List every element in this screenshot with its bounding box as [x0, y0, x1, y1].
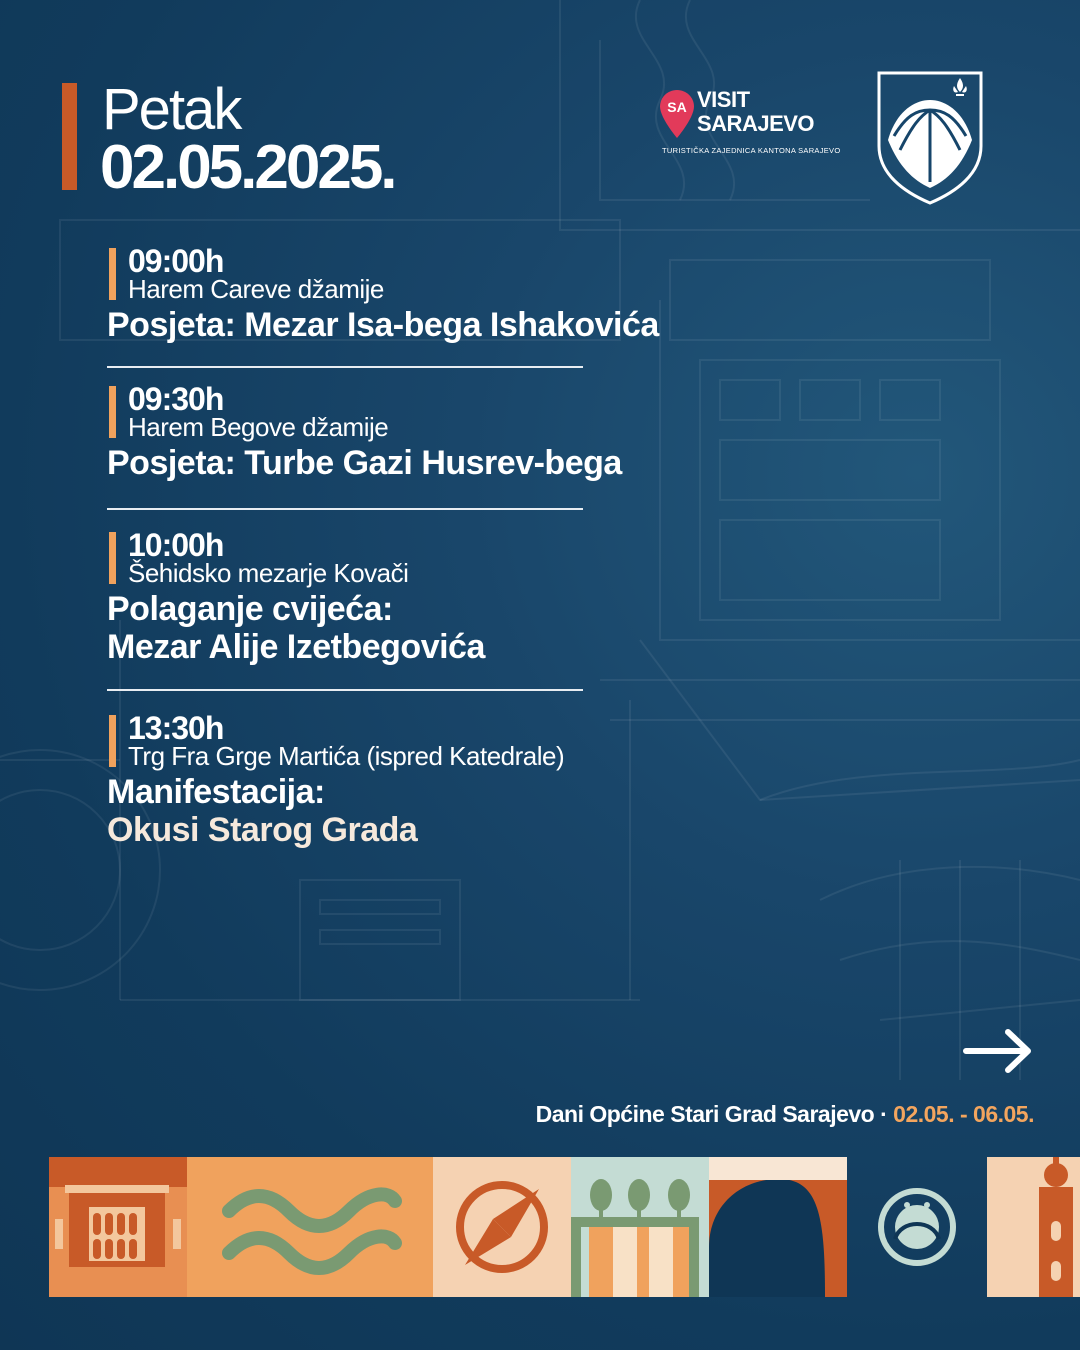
festival-date-range: 02.05. - 06.05.: [893, 1101, 1034, 1127]
event-title: [107, 773, 417, 849]
church-tower-icon: [987, 1157, 1080, 1297]
event-title-line: Manifestacija:: [107, 773, 325, 811]
decorative-illustration-strip: [49, 1157, 1080, 1297]
event-title-line: Okusi Starog Grada: [107, 811, 418, 849]
event-time: 09:30h: [128, 381, 224, 417]
event-time: 10:00h: [128, 527, 224, 563]
visit-subtitle: TURISTIČKA ZAJEDNICA KANTONA SARAJEVO: [662, 146, 841, 155]
compass-icon: [433, 1157, 571, 1297]
event-divider: [107, 366, 583, 368]
river-waves-icon: [187, 1157, 433, 1297]
event-title-line: Mezar Alije Izetbegovića: [107, 628, 485, 666]
visit-sarajevo-wordmark: [697, 88, 814, 136]
visit-line1: VISIT: [697, 87, 750, 112]
shield-crest-icon: [876, 70, 984, 206]
visit-line2: SARAJEVO: [697, 111, 815, 136]
day-of-week: Petak: [102, 77, 241, 142]
event-accent-bar: [109, 386, 116, 438]
event-divider: [107, 689, 583, 691]
header-accent-bar: [62, 83, 77, 190]
event-accent-bar: [109, 532, 116, 584]
event-time: 13:30h: [128, 710, 224, 746]
event-title-line: Polaganje cvijeća:: [107, 590, 393, 628]
event-title-line: Posjeta: Turbe Gazi Husrev-bega: [107, 444, 622, 482]
festival-caption: [536, 1101, 1034, 1128]
visit-badge-text: SA: [667, 99, 687, 115]
event-title-line: Posjeta: Mezar Isa-bega Ishakovića: [107, 306, 659, 344]
event-location: Harem Begove džamije: [128, 412, 389, 442]
event-date: 02.05.2025.: [100, 133, 395, 202]
arrow-right-icon[interactable]: [962, 1028, 1034, 1074]
visit-sarajevo-logo: [660, 88, 840, 160]
fleur-de-lis-icon: [953, 78, 967, 96]
event-location: Trg Fra Grge Martića (ispred Katedrale): [128, 741, 565, 771]
event-location: Šehidsko mezarje Kovači: [128, 558, 409, 588]
event-location: Harem Careve džamije: [128, 274, 384, 304]
sebilj-fountain-icon: [881, 1191, 953, 1263]
event-accent-bar: [109, 715, 116, 767]
location-pin-icon: [660, 90, 694, 138]
park-trees-icon: [571, 1157, 709, 1297]
bridge-arch-icon: [709, 1157, 847, 1297]
event-time: 09:00h: [128, 243, 224, 279]
building-facade-icon: [49, 1157, 187, 1297]
event-title: [107, 444, 622, 482]
event-accent-bar: [109, 248, 116, 300]
event-title: [107, 590, 485, 666]
event-divider: [107, 508, 583, 510]
event-title: [107, 306, 659, 344]
festival-name: Dani Općine Stari Grad Sarajevo ·: [535, 1101, 894, 1127]
